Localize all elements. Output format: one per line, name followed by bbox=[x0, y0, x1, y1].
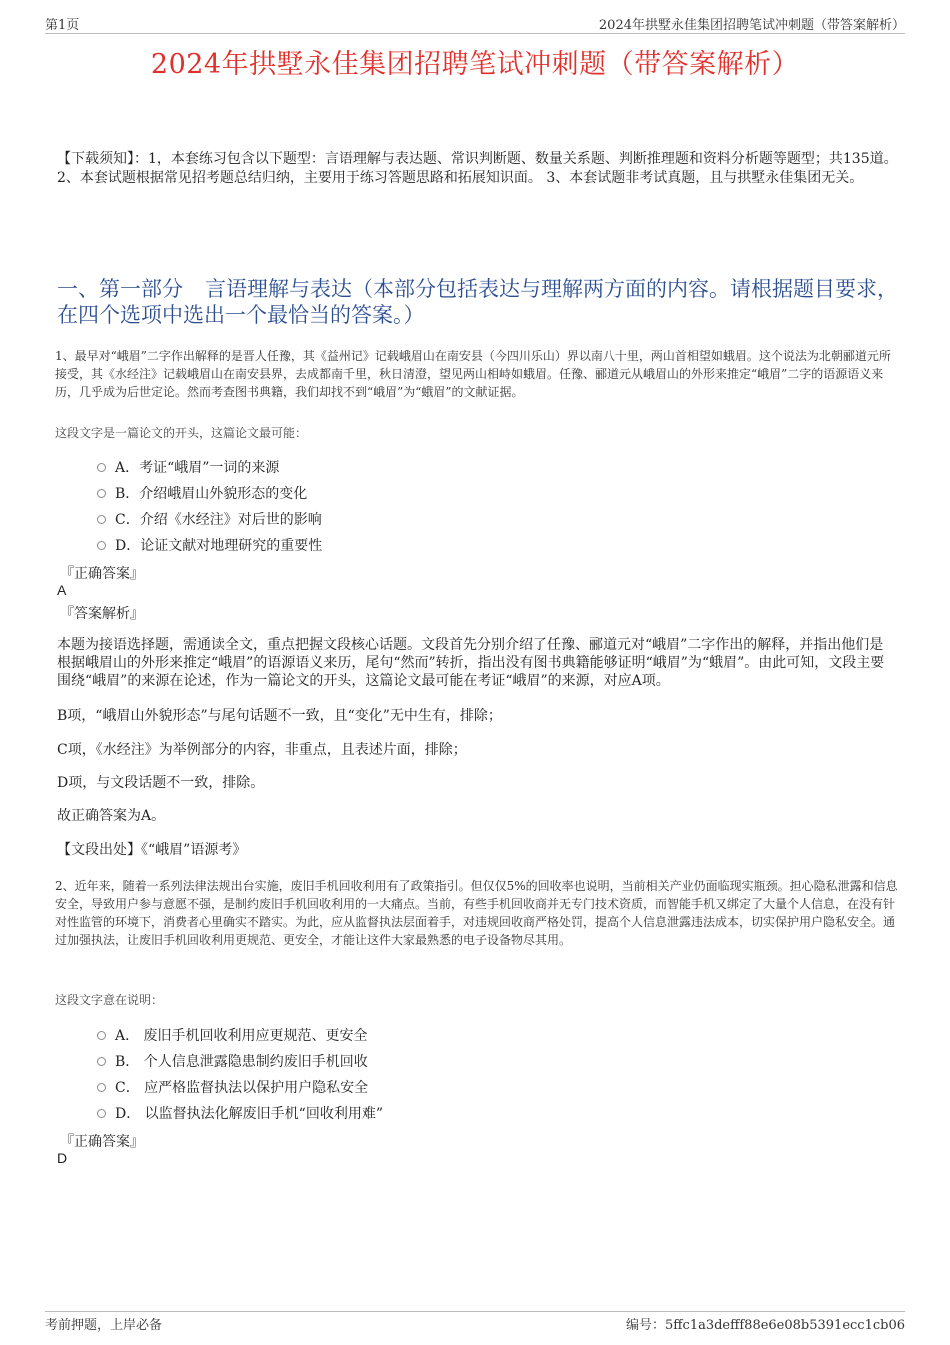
question-1-answer: A bbox=[57, 582, 67, 598]
question-1-analysis-main: 本题为接语选择题，需通读全文，重点把握文段核心话题。文段首先分别介绍了任豫、郦道元对“峨眉”二字作出的解释，并指出他们是根据峨眉山的外形来推定“峨眉”的语源语义来历，尾句“然而”转折，指出没有图书典籍能够证明“峨眉”为“蛾眉”。由此可知，文段主要围绕“峨眉”的来源在论述，作为一篇论文的开头，这篇论文最可能在考证“峨眉”的来源，对应A项。 bbox=[57, 637, 885, 689]
footer-slogan: 考前押题，上岸必备 bbox=[45, 1318, 163, 1333]
radio-icon[interactable] bbox=[97, 515, 106, 524]
question-1-conclusion: 故正确答案为A。 bbox=[57, 808, 166, 824]
radio-icon[interactable] bbox=[97, 489, 106, 498]
question-1-answer-label: 『正确答案』 bbox=[60, 566, 144, 582]
question-1-text: 1、最早对“峨眉”二字作出解释的是晋人任豫，其《益州记》记载峨眉山在南安县（今四川乐山）界以南八十里，两山首相望如蛾眉。这个说法为北朝郦道元所接受，其《水经注》记载峨眉山在南安县界，去成都南千里，秋日清澄，望见两山相峙如蛾眉。任豫、郦道元从峨眉山的外形来推定“峨眉”二字的语源语义来历，几乎成为后世定论。然而考查图书典籍，我们却找不到“峨眉”为“蛾眉”的文献证据。 bbox=[55, 349, 891, 399]
running-header-title: 2024年拱墅永佳集团招聘笔试冲刺题（带答案解析） bbox=[598, 18, 905, 33]
download-notice: 【下载须知】：1，本套练习包含以下题型：言语理解与表达题、常识判断题、数量关系题、判断推理题和资料分析题等题型；共135道。 2、本套试题根据常见招考题总结归纳，主要用于练习答题思路和拓展知识面。 3、本套试题非考试真题，且与拱墅永佳集团无关。 bbox=[57, 151, 898, 186]
question-1-option-d[interactable]: D．论证文献对地理研究的重要性 bbox=[97, 535, 322, 555]
question-1-option-a[interactable]: A．考证“峨眉”一词的来源 bbox=[97, 457, 279, 477]
radio-icon[interactable] bbox=[97, 1031, 106, 1040]
question-2-option-b[interactable]: B． 个人信息泄露隐患制约废旧手机回收 bbox=[97, 1051, 368, 1071]
radio-icon[interactable] bbox=[97, 1057, 106, 1066]
question-2-option-d[interactable]: D． 以监督执法化解废旧手机“回收利用难” bbox=[97, 1103, 383, 1123]
question-2-text: 2、近年来，随着一系列法律法规出台实施，废旧手机回收利用有了政策指引。但仅仅5%的回收率也说明，当前相关产业仍面临现实瓶颈。担心隐私泄露和信息安全，导致用户参与意愿不强，是制约废旧手机回收利用的一大痛点。当前，有些手机回收商并无专门技术资质，而智能手机又绑定了大量个人信息，在没有针对性监管的环境下，消费者心里确实不踏实。为此，应从监督执法层面着手，对违规回收商严格处罚，提高个人信息泄露违法成本，切实保护用户隐私安全。通过加强执法，让废旧手机回收利用更规范、更安全，才能让这件大家最熟悉的电子设备物尽其用。 bbox=[55, 879, 898, 947]
question-1-analysis-b: B项，“峨眉山外貌形态”与尾句话题不一致，且“变化”无中生有，排除； bbox=[57, 708, 502, 724]
question-1-analysis-c: C项，《水经注》为举例部分的内容，非重点，且表述片面，排除； bbox=[57, 742, 467, 758]
question-2-answer: D bbox=[57, 1150, 68, 1166]
question-2-option-a[interactable]: A． 废旧手机回收利用应更规范、更安全 bbox=[97, 1025, 368, 1045]
radio-icon[interactable] bbox=[97, 541, 106, 550]
page-number: 第1页 bbox=[45, 18, 80, 33]
document-title: 2024年拱墅永佳集团招聘笔试冲刺题（带答案解析） bbox=[150, 49, 800, 80]
question-2-answer-label: 『正确答案』 bbox=[60, 1134, 144, 1150]
question-2-prompt: 这段文字意在说明： bbox=[55, 993, 164, 1007]
question-1-source: 【文段出处】《“峨眉”语源考》 bbox=[57, 842, 247, 858]
radio-icon[interactable] bbox=[97, 463, 106, 472]
question-1-analysis-label: 『答案解析』 bbox=[60, 606, 144, 622]
footer-divider bbox=[45, 1311, 905, 1312]
section-part: 一、第一部分 bbox=[57, 277, 183, 301]
question-2-option-c[interactable]: C． 应严格监督执法以保护用户隐私安全 bbox=[97, 1077, 368, 1097]
footer-document-id: 编号：5ffc1a3defff88e6e08b5391ecc1cb06 bbox=[626, 1318, 905, 1333]
header-divider bbox=[45, 33, 905, 34]
question-1-option-c[interactable]: C．介绍《水经注》对后世的影响 bbox=[97, 509, 322, 529]
radio-icon[interactable] bbox=[97, 1083, 106, 1092]
question-1-prompt: 这段文字是一篇论文的开头，这篇论文最可能： bbox=[55, 426, 308, 440]
radio-icon[interactable] bbox=[97, 1109, 106, 1118]
section-description: 言语理解与表达（本部分包括表达与理解两方面的内容。请根据题目要求，在四个选项中选出一个最恰当的答案。） bbox=[57, 277, 898, 327]
question-1-analysis-d: D项，与文段话题不一致，排除。 bbox=[57, 775, 265, 791]
question-1-option-b[interactable]: B．介绍峨眉山外貌形态的变化 bbox=[97, 483, 307, 503]
section-heading bbox=[57, 276, 899, 328]
